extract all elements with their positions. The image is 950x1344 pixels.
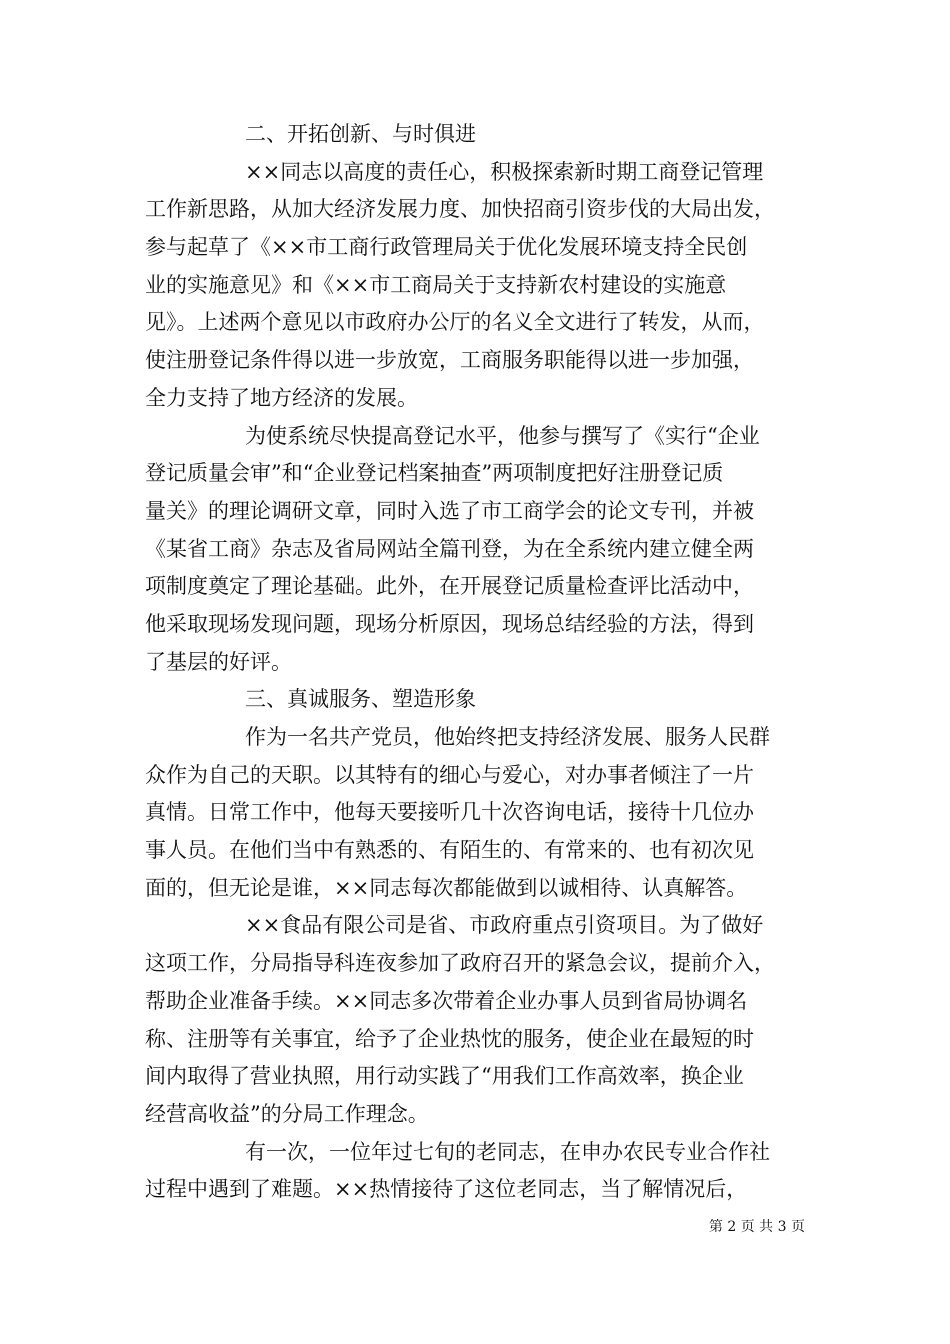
paragraph-line: 他采取现场发现问题，现场分析原因，现场总结经验的方法，得到 xyxy=(145,611,754,636)
paragraph-line: 业的实施意见》和《××市工商局关于支持新农村建设的实施意 xyxy=(145,272,727,297)
paragraph-line: 帮助企业准备手续。××同志多次带着企业办事人员到省局协调名 xyxy=(145,988,748,1013)
paragraph-line: 众作为自己的天职。以其特有的细心与爱心，对办事者倾注了一片 xyxy=(145,762,754,787)
paragraph-line: 经营高收益”的分局工作理念。 xyxy=(145,1101,429,1126)
paragraph-line: 称、注册等有关事宜，给予了企业热忱的服务，使企业在最短的时 xyxy=(145,1026,754,1051)
section-heading-3: 三、真诚服务、塑造形象 xyxy=(245,687,476,712)
paragraph-line: 面的，但无论是谁，××同志每次都能做到以诚相待、认真解答。 xyxy=(145,875,748,900)
paragraph-line: 《某省工商》杂志及省局网站全篇刊登，为在全系统内建立健全两 xyxy=(145,536,754,561)
paragraph-line: 登记质量会审”和“企业登记档案抽查”两项制度把好注册登记质 xyxy=(145,461,724,486)
paragraph-line: 这项工作，分局指导科连夜参加了政府召开的紧急会议，提前介入， xyxy=(145,951,775,976)
paragraph-line: 工作新思路，从加大经济发展力度、加快招商引资步伐的大局出发， xyxy=(145,197,775,222)
paragraph-line: 参与起草了《××市工商行政管理局关于优化发展环境支持全民创 xyxy=(145,235,748,260)
paragraph-line: 事人员。在他们当中有熟悉的、有陌生的、有常来的、也有初次见 xyxy=(145,838,754,863)
paragraph-line: 全力支持了地方经济的发展。 xyxy=(145,385,418,410)
paragraph-line: 了基层的好评。 xyxy=(145,649,292,674)
section-heading-2: 二、开拓创新、与时俱进 xyxy=(245,122,476,146)
paragraph-line: 真情。日常工作中，他每天要接听几十次咨询电话，接待十几位办 xyxy=(145,800,754,825)
paragraph-line: 量关》的理论调研文章，同时入选了市工商学会的论文专刊，并被 xyxy=(145,498,754,523)
paragraph-line: 项制度奠定了理论基础。此外，在开展登记质量检查评比活动中， xyxy=(145,574,754,599)
paragraph-line: 作为一名共产党员，他始终把支持经济发展、服务人民群 xyxy=(245,725,770,749)
document-body xyxy=(145,116,805,1209)
paragraph-line: 过程中遇到了难题。××热情接待了这位老同志，当了解情况后， xyxy=(145,1177,748,1202)
paragraph-line: 间内取得了营业执照，用行动实践了“用我们工作高效率，换企业 xyxy=(145,1064,744,1089)
paragraph-line: ××同志以高度的责任心，积极探索新时期工商登记管理 xyxy=(245,159,764,184)
paragraph-line: 使注册登记条件得以进一步放宽，工商服务职能得以进一步加强， xyxy=(145,348,754,373)
page-number-footer: 第 2 页 共 3 页 xyxy=(708,1219,805,1235)
paragraph-line: 为使系统尽快提高登记水平，他参与撰写了《实行“企业 xyxy=(245,423,760,448)
paragraph-line: 见》。上述两个意见以市政府办公厅的名义全文进行了转发，从而， xyxy=(145,310,765,335)
paragraph-line: 有一次，一位年过七旬的老同志，在申办农民专业合作社 xyxy=(245,1139,770,1164)
paragraph-line: ××食品有限公司是省、市政府重点引资项目。为了做好 xyxy=(245,913,764,938)
